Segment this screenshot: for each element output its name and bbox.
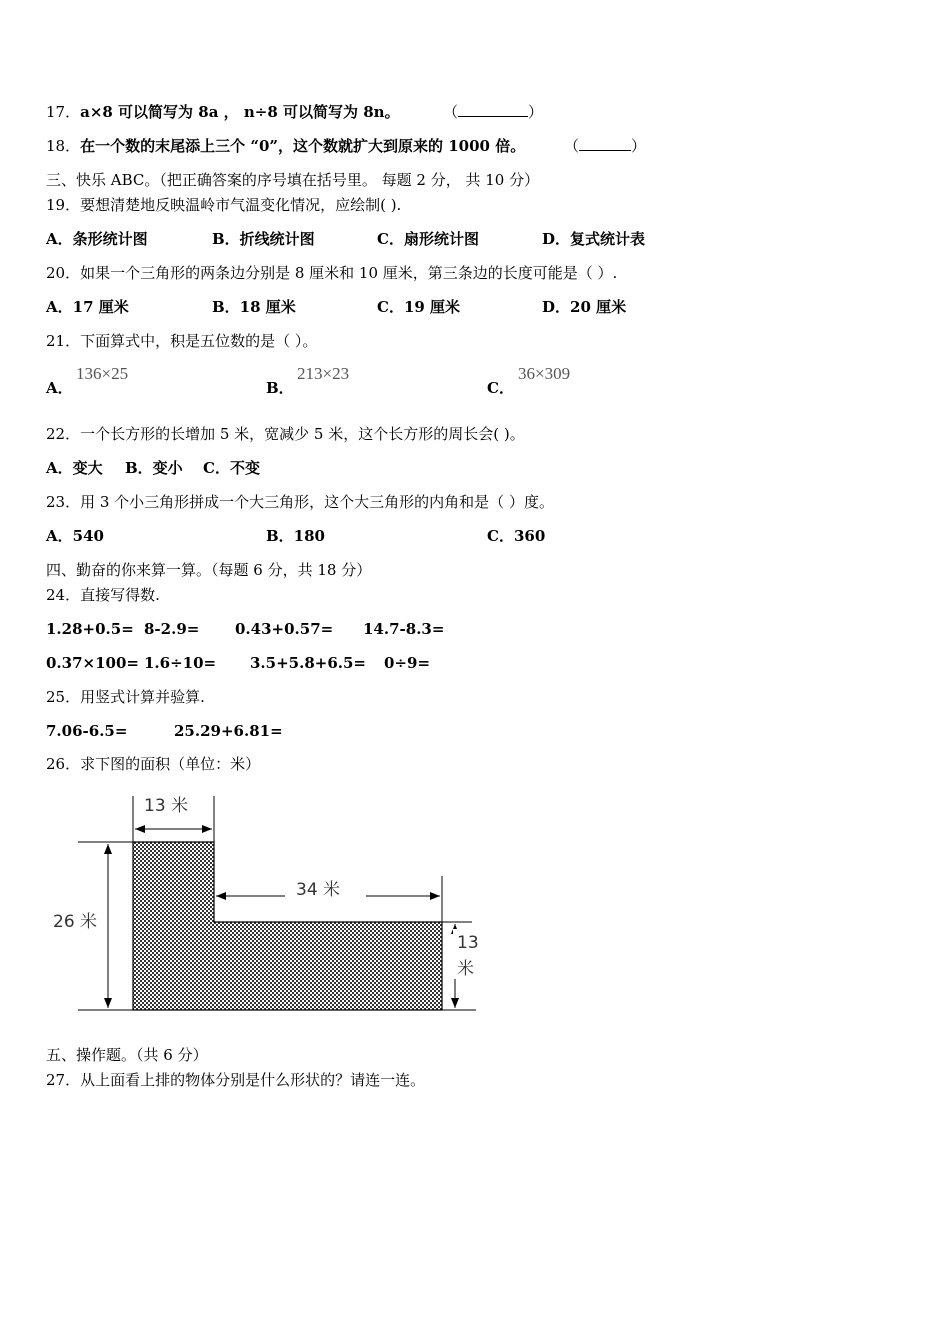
question-19: 19．要想清楚地反映温岭市气温变化情况，应绘制( ). <box>46 196 402 214</box>
label-34m: 34 米 <box>296 880 341 900</box>
label-13m-right-number: 13 <box>457 933 479 953</box>
question-20: 20．如果一个三角形的两条边分别是 8 厘米和 10 厘米，第三条边的长度可能是（ ）. <box>46 264 618 282</box>
q22-option-a: A．变大 <box>46 459 103 477</box>
q24-row2-item-3: 3.5+5.8+6.5= <box>250 654 366 672</box>
q22-option-b: B．变小 <box>125 459 183 477</box>
q20-option-c: C．19 厘米 <box>377 298 461 316</box>
q19-option-b: B．折线统计图 <box>212 230 315 248</box>
question-18-answer-blank: （ ） <box>564 137 647 155</box>
q21-option-b-expression: 213×23 <box>297 364 350 383</box>
label-13m-right-unit: 米 <box>457 959 474 979</box>
q25-item-1: 7.06-6.5= <box>46 722 128 740</box>
q24-row1-item-2: 8-2.9= <box>144 620 200 638</box>
q21-option-a-expression: 136×25 <box>76 364 129 383</box>
q24-row1-item-3: 0.43+0.57= <box>235 620 334 638</box>
q20-option-a: A．17 厘米 <box>46 298 129 316</box>
q24-row1-item-1: 1.28+0.5= <box>46 620 134 638</box>
label-26m: 26 米 <box>53 912 98 932</box>
q21-option-a-label: A． <box>46 379 73 397</box>
question-27: 27．从上面看上排的物体分别是什么形状的？请连一连。 <box>46 1071 426 1089</box>
question-25: 25．用竖式计算并验算. <box>46 688 205 706</box>
question-18-text: 在一个数的末尾添上三个 “0”，这个数就扩大到原来的 1000 倍。 <box>80 137 526 155</box>
l-shape-region <box>133 842 442 1010</box>
section-3-title: 三、快乐 ABC。（把正确答案的序号填在括号里。 每题 2 分， 共 10 分） <box>46 171 540 189</box>
dimension-arrow-top <box>135 825 212 833</box>
q23-option-a: A．540 <box>46 527 104 545</box>
question-26: 26．求下图的面积（单位：米） <box>46 755 261 773</box>
dimension-arrow-left <box>104 844 112 1008</box>
q21-option-c-label: C． <box>487 379 514 397</box>
q23-option-b: B．180 <box>266 527 325 545</box>
q24-row2-item-4: 0÷9= <box>384 654 431 672</box>
q21-option-c-expression: 36×309 <box>518 364 571 383</box>
question-18-number: 18． <box>46 137 81 155</box>
section-5-title: 五、操作题。（共 6 分） <box>46 1046 208 1064</box>
question-21: 21．下面算式中，积是五位数的是（ ）。 <box>46 332 318 350</box>
question-17-number: 17． <box>46 103 81 121</box>
q24-row2-item-1: 0.37×100= <box>46 654 139 672</box>
q25-item-2: 25.29+6.81= <box>174 722 283 740</box>
section-4-title: 四、勤奋的你来算一算。（每题 6 分，共 18 分） <box>46 561 372 579</box>
q21-option-b-label: B． <box>266 379 294 397</box>
q24-row1-item-4: 14.7-8.3= <box>363 620 445 638</box>
q19-option-a: A．条形统计图 <box>46 230 148 248</box>
question-17-answer-blank: （ ） <box>443 103 544 121</box>
q22-option-c: C．不变 <box>203 459 260 477</box>
question-23: 23．用 3 个小三角形拼成一个大三角形，这个大三角形的内角和是（ ）度。 <box>46 493 554 511</box>
question-22: 22．一个长方形的长增加 5 米，宽减少 5 米，这个长方形的周长会( )。 <box>46 425 525 443</box>
q19-option-d: D．复式统计表 <box>542 230 646 248</box>
question-17-text: a×8 可以简写为 8a ， n÷8 可以简写为 8n。 <box>80 103 400 121</box>
q19-option-c: C．扇形统计图 <box>377 230 479 248</box>
label-13m-top: 13 米 <box>144 796 189 816</box>
question-24: 24．直接写得数. <box>46 586 160 604</box>
q23-option-c: C．360 <box>487 527 546 545</box>
q24-row2-item-2: 1.6÷10= <box>144 654 217 672</box>
q20-option-b: B．18 厘米 <box>212 298 296 316</box>
q20-option-d: D．20 厘米 <box>542 298 627 316</box>
